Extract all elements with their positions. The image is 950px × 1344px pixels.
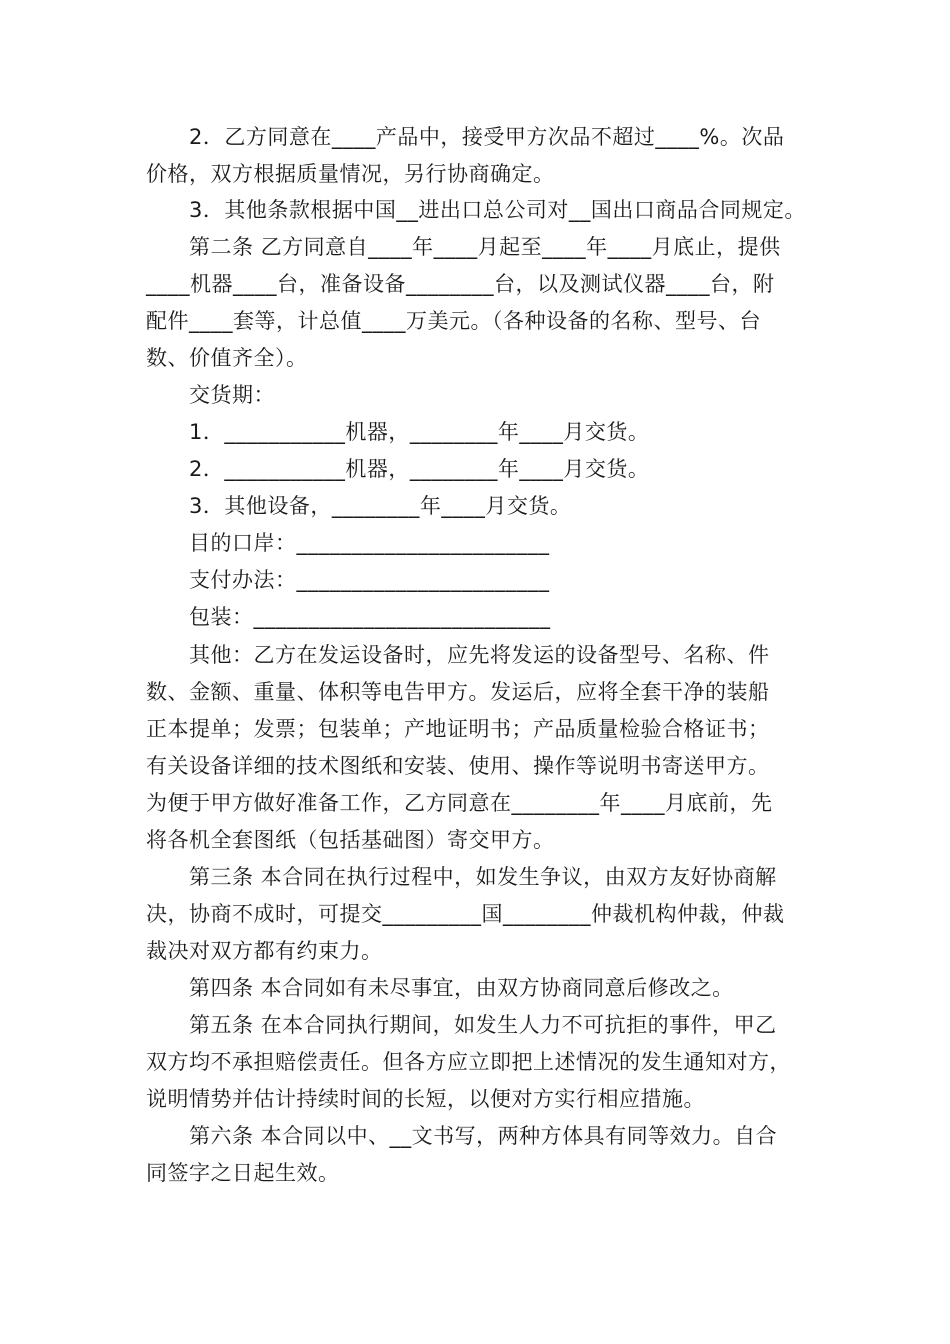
text-line: 为便于甲方做好准备工作，乙方同意在________年____月底前，先 — [146, 791, 773, 815]
text-line: 同签字之日起生效。 — [146, 1161, 340, 1185]
text-line: 数、金额、重量、体积等电告甲方。发运后，应将全套干净的装船 — [146, 680, 770, 704]
text-line: 第六条 本合同以中、__文书写，两种方体具有同等效力。自合 — [189, 1124, 778, 1148]
text-line: 1．___________机器，________年____月交货。 — [189, 420, 650, 444]
text-line: 第三条 本合同在执行过程中，如发生争议，由双方友好协商解 — [189, 865, 777, 889]
text-line: 有关设备详细的技术图纸和安装、使用、操作等说明书寄送甲方。 — [146, 754, 770, 778]
text-line: 3．其他设备，________年____月交货。 — [189, 494, 572, 518]
text-line: 双方均不承担赔偿责任。但各方应立即把上述情况的发生通知对方， — [146, 1050, 791, 1074]
text-line: 第五条 在本合同执行期间，如发生人力不可抗拒的事件，甲乙 — [189, 1013, 777, 1037]
text-line: 说明情势并估计持续时间的长短，以便对方实行相应措施。 — [146, 1087, 705, 1111]
text-line: 交货期： — [189, 383, 275, 407]
text-line: 2．___________机器，________年____月交货。 — [189, 457, 650, 481]
text-line: 数、价值齐全）。 — [146, 346, 308, 370]
text-line: 3．其他条款根据中国__进出口总公司对__国出口商品合同规定。 — [189, 198, 806, 222]
text-line: 支付办法：_______________________ — [189, 568, 550, 592]
text-line: ____机器____台，准备设备________台，以及测试仪器____台，附 — [146, 272, 775, 296]
text-line: 第二条 乙方同意自____年____月起至____年____月底止，提供 — [189, 235, 781, 259]
text-line: 裁决对双方都有约束力。 — [146, 939, 383, 963]
text-line: 2．乙方同意在____产品中，接受甲方次品不超过____%。次品 — [189, 125, 785, 149]
text-line: 将各机全套图纸（包括基础图）寄交甲方。 — [146, 828, 555, 852]
text-line: 第四条 本合同如有未尽事宜，由双方协商同意后修改之。 — [189, 976, 734, 1000]
text-line: 配件____套等，计总值____万美元。（各种设备的名称、型号、台 — [146, 309, 761, 333]
text-line: 价格，双方根据质量情况，另行协商确定。 — [146, 162, 555, 186]
text-line: 其他：乙方在发运设备时，应先将发运的设备型号、名称、件 — [189, 643, 770, 667]
text-line: 正本提单；发票；包装单；产地证明书；产品质量检验合格证书； — [146, 717, 770, 741]
text-line: 包装：___________________________ — [189, 605, 551, 629]
text-line: 目的口岸：_______________________ — [189, 531, 550, 555]
text-line: 决，协商不成时，可提交_________国________仲裁机构仲裁，仲裁 — [146, 902, 785, 926]
